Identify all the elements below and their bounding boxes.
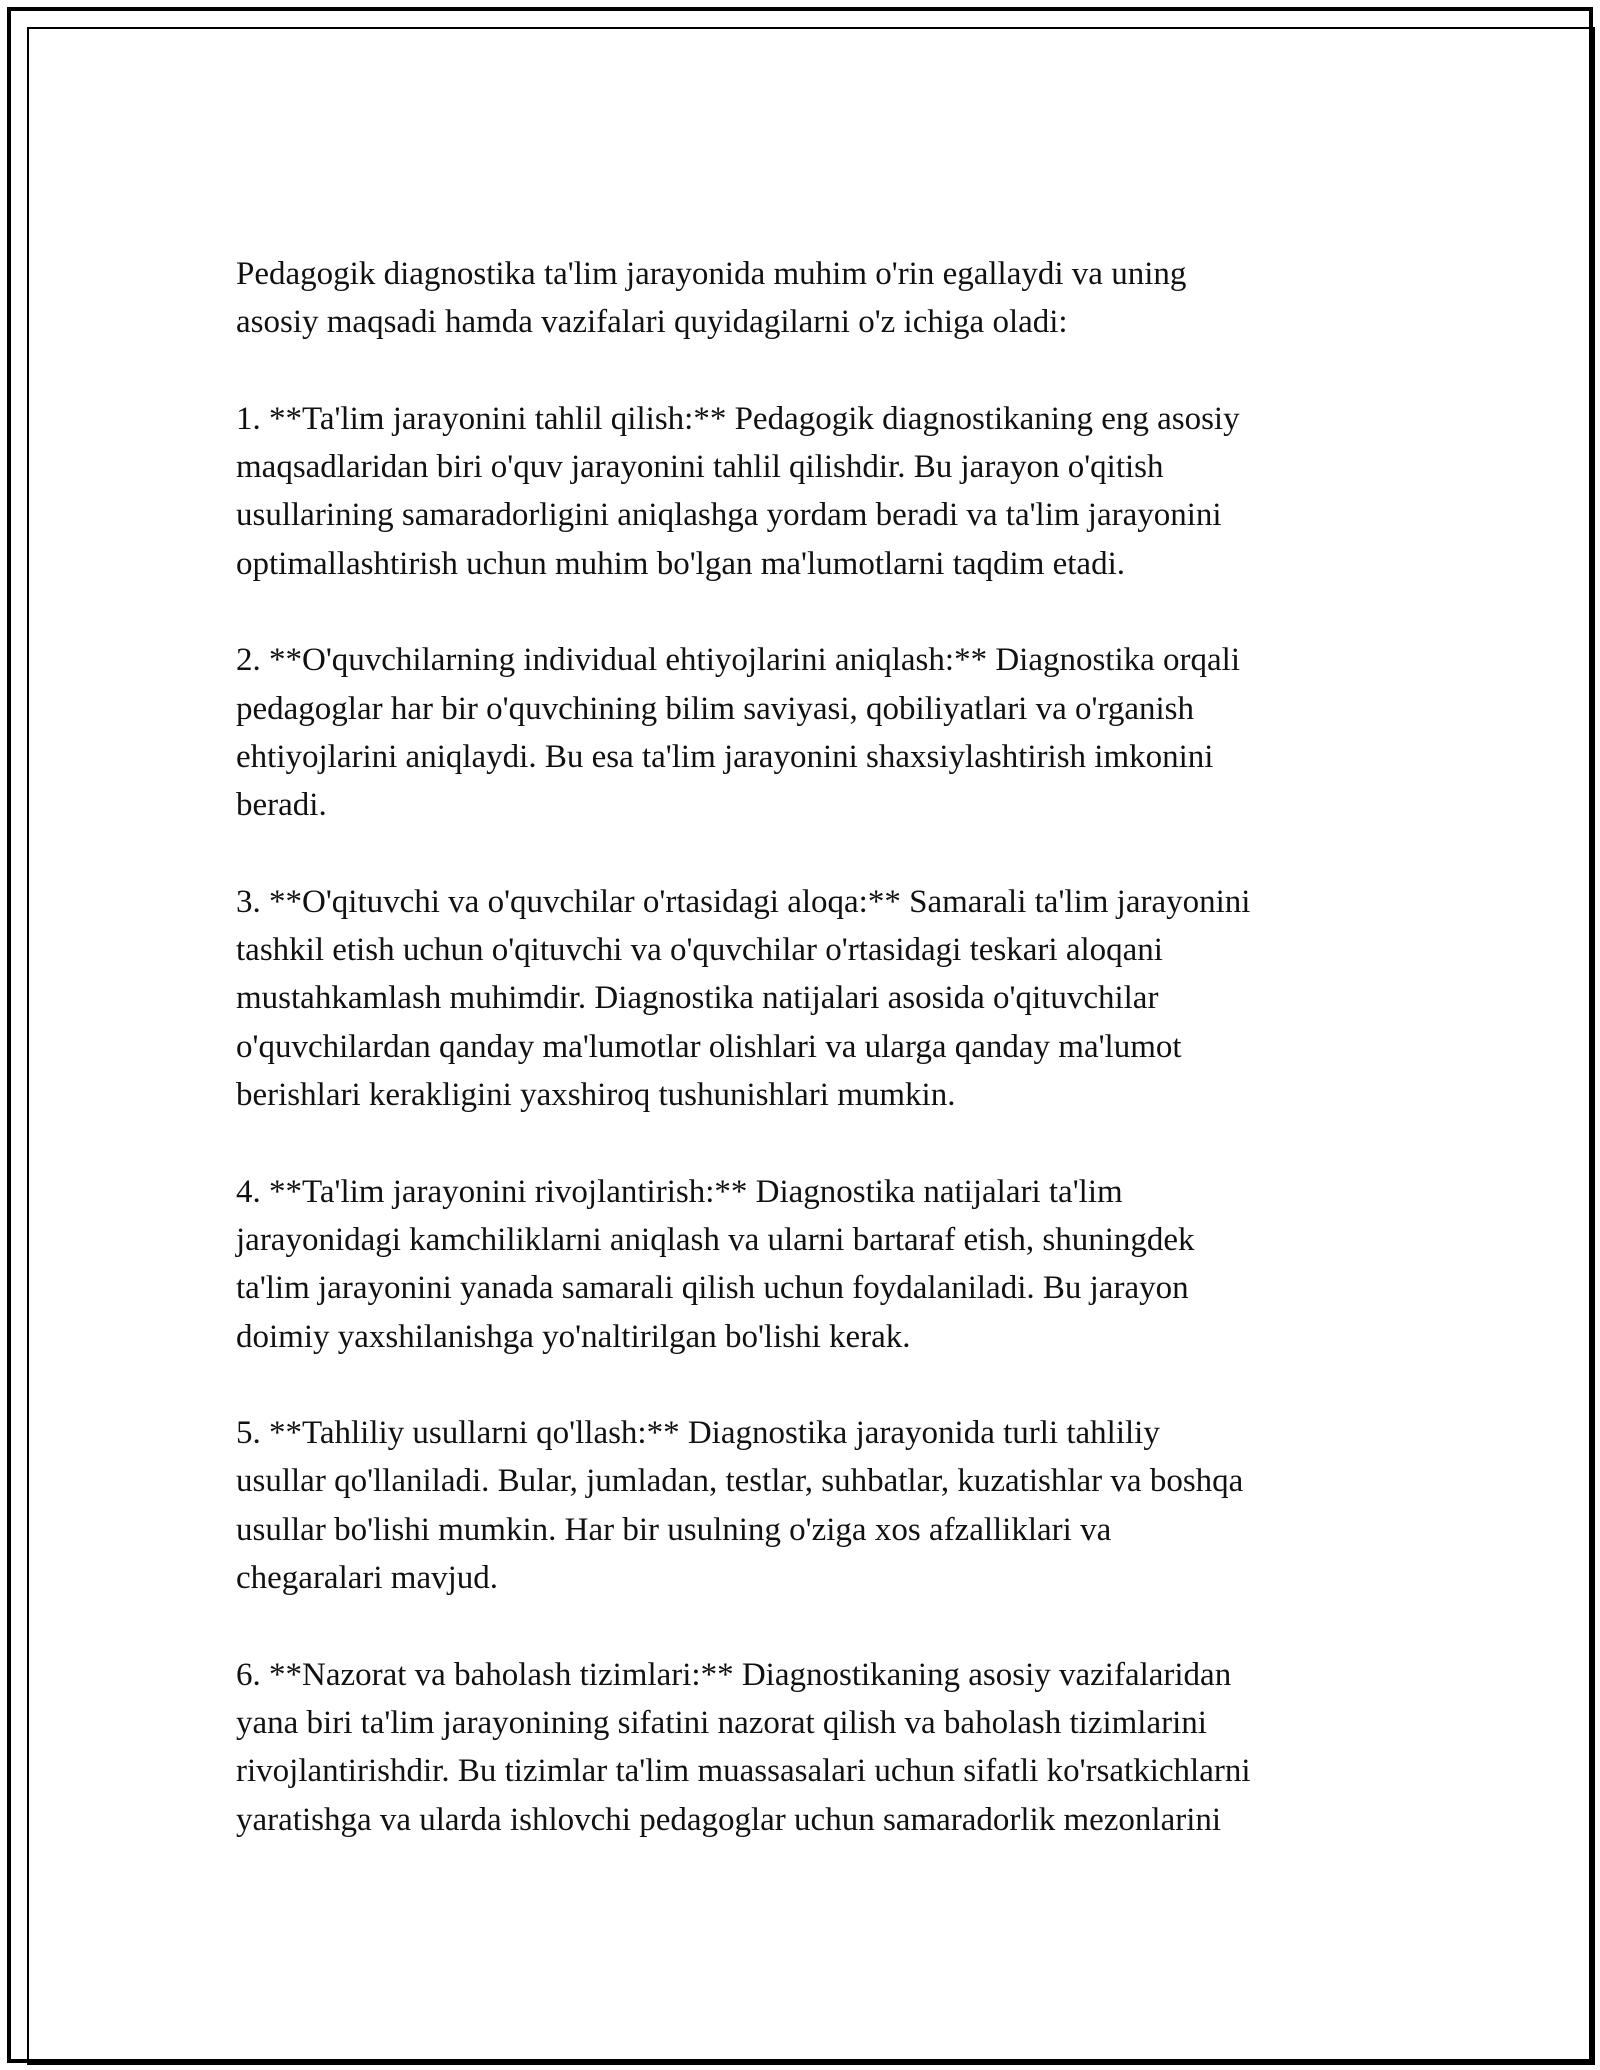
list-item-5: 5. **Tahliliy usullarni qo'llash:** Diagnostika jarayonida turli tahliliy usullar qo'llaniladi. Bular, jumladan, testlar, suhbatlar, kuzatishlar va boshqa usullar bo'lishi mumkin. Har bir usulning o'ziga xos afzalliklari va chegaralari mavjud. — [236, 1415, 1244, 1597]
intro-paragraph: Pedagogik diagnostika ta'lim jarayonida muhim o'rin egallaydi va uning asosiy maqsadi hamda vazifalari quyidagilarni o'z ichiga oladi: — [236, 256, 1187, 341]
list-item-2: 2. **O'quvchilarning individual ehtiyojlarini aniqlash:** Diagnostika orqali pedagoglar har bir o'quvchining bilim saviyasi, qobiliyatlari va o'rganish ehtiyojlarini aniqlaydi. Bu esa ta'lim jarayonini shaxsiylashtirish imkonini beradi. — [236, 642, 1241, 824]
list-item-3: 3. **O'qituvchi va o'quvchilar o'rtasidagi aloqa:** Samarali ta'lim jarayonini tashkil etish uchun o'qituvchi va o'quvchilar o'rtasidagi teskari aloqani mustahkamlash muhimdir. Diagnostika natijalari asosida o'qituvchilar o'quvchilardan qanday ma'lumotlar olishlari va ularga qanday ma'lumot berishlari kerakligini yaxshiroq tushunishlari mumkin. — [236, 883, 1251, 1114]
document-body — [236, 250, 1386, 1892]
list-item-1: 1. **Ta'lim jarayonini tahlil qilish:** Pedagogik diagnostikaning eng asosiy maqsadlaridan biri o'quv jarayonini tahlil qilishdir. Bu jarayon o'qitish usullarining samaradorligini aniqlashga yordam beradi va ta'lim jarayonini optimallashtirish uchun muhim bo'lgan ma'lumotlarni taqdim etadi. — [236, 400, 1240, 582]
list-item-6: 6. **Nazorat va baholash tizimlari:** Diagnostikaning asosiy vazifalaridan yana biri ta'lim jarayonining sifatini nazorat qilish va baholash tizimlarini rivojlantirishdir. Bu tizimlar ta'lim muassasalari uchun sifatli ko'rsatkichlarni yaratishga va ularda ishlovchi pedagoglar uchun samaradorlik mezonlarini — [236, 1656, 1251, 1838]
list-item-4: 4. **Ta'lim jarayonini rivojlantirish:** Diagnostika natijalari ta'lim jarayonidagi kamchiliklarni aniqlash va ularni bartaraf etish, shuningdek ta'lim jarayonini yanada samarali qilish uchun foydalaniladi. Bu jarayon doimiy yaxshilanishga yo'naltirilgan bo'lishi kerak. — [236, 1173, 1195, 1355]
